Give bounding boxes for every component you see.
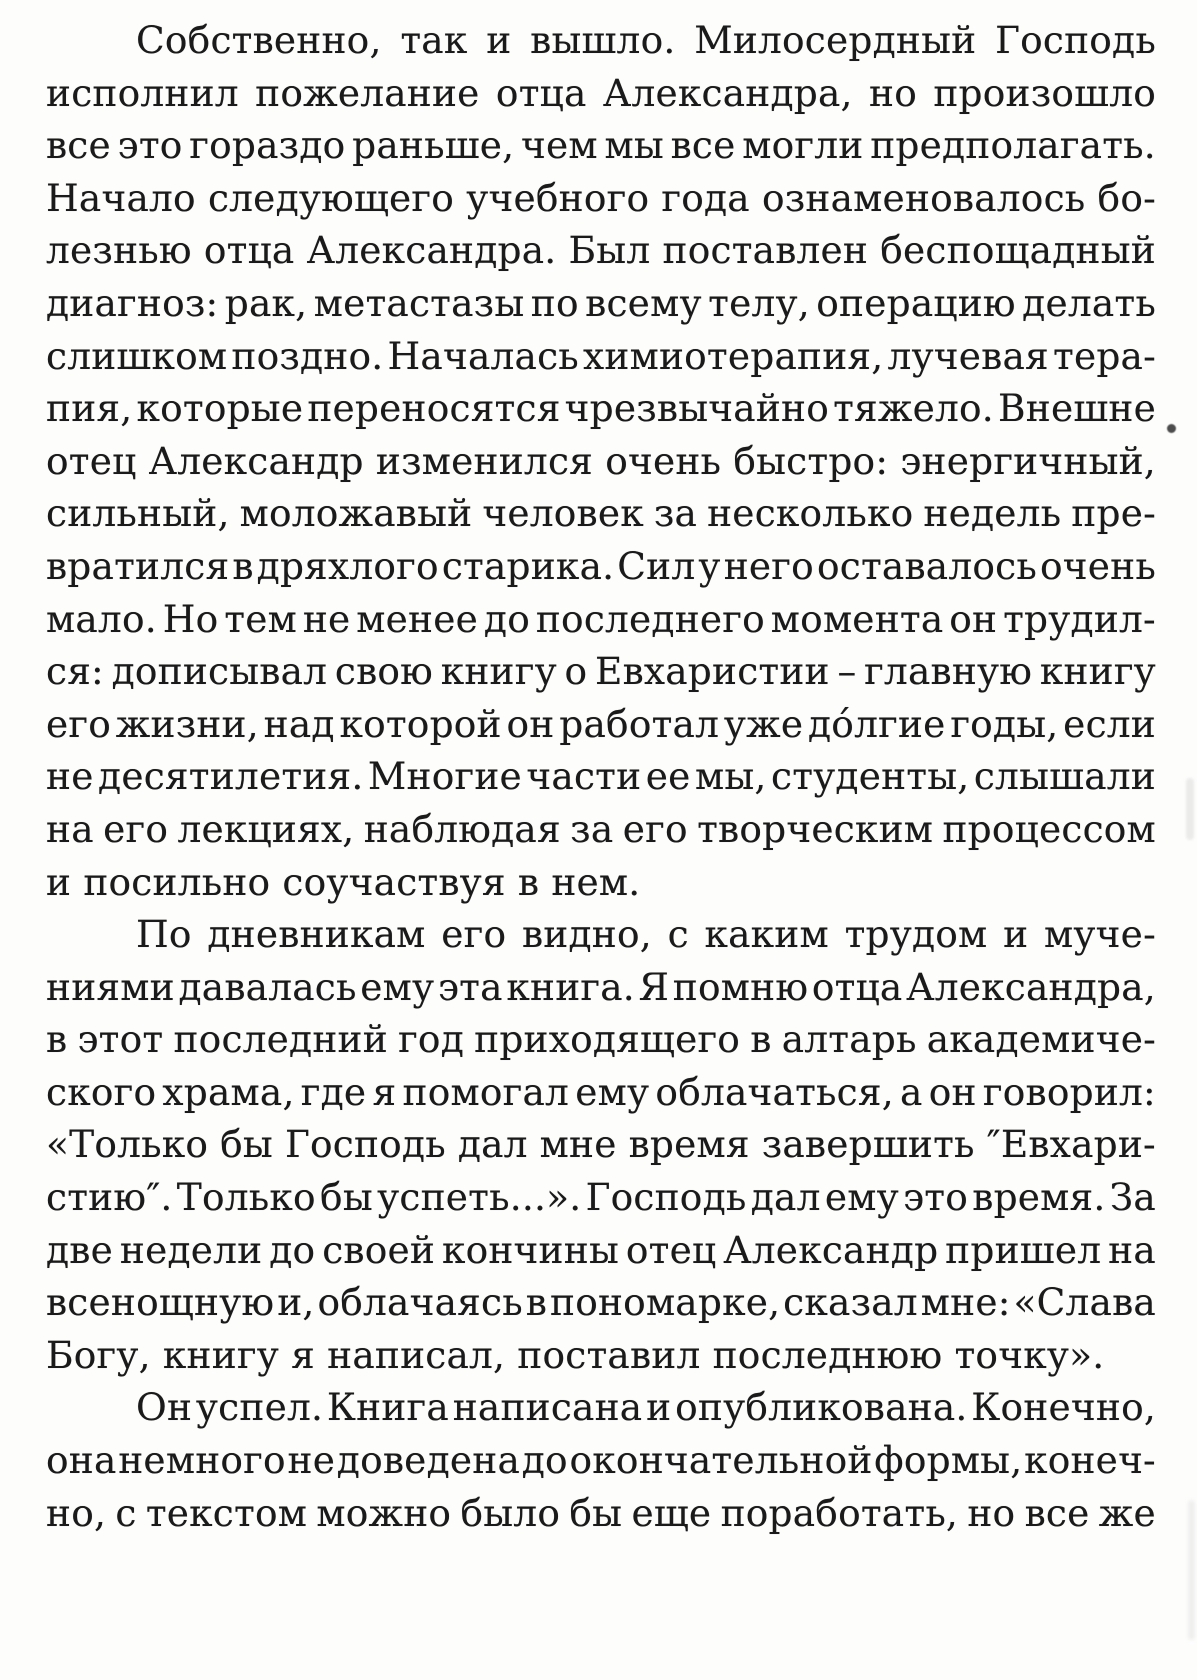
word: и bbox=[1003, 912, 1029, 957]
word: видно, bbox=[521, 912, 652, 957]
word: облачаться, bbox=[655, 1069, 894, 1114]
text-line bbox=[46, 1224, 1156, 1277]
word: отец bbox=[625, 1227, 717, 1272]
word: телу, bbox=[708, 280, 810, 325]
word: недель bbox=[923, 491, 1062, 536]
word: трудил- bbox=[1003, 596, 1156, 641]
text-line bbox=[46, 1276, 1156, 1329]
text-line bbox=[46, 698, 1156, 751]
word: еще bbox=[631, 1490, 712, 1535]
word: быстро: bbox=[733, 438, 889, 483]
word: ского bbox=[46, 1069, 157, 1114]
word: лекциях, bbox=[177, 806, 355, 851]
word: ему bbox=[575, 1069, 650, 1114]
text-line bbox=[46, 277, 1156, 330]
word: формы, bbox=[874, 1438, 1023, 1483]
text-line bbox=[46, 435, 1156, 488]
word: мало. bbox=[46, 596, 157, 641]
text-line bbox=[46, 1118, 1156, 1171]
word: ознаменовалось bbox=[762, 175, 1086, 220]
word: его bbox=[622, 806, 688, 851]
text-line bbox=[46, 224, 1156, 277]
word: несколько bbox=[707, 491, 914, 536]
word: пре- bbox=[1071, 491, 1156, 536]
word: чрезвычайно bbox=[564, 386, 829, 431]
word: вратился bbox=[46, 543, 230, 588]
word: не bbox=[302, 596, 351, 641]
word: Но bbox=[162, 596, 219, 641]
word: энергичный, bbox=[900, 438, 1156, 483]
word: за bbox=[570, 806, 614, 851]
word: Книга bbox=[326, 1385, 449, 1430]
word: все bbox=[1024, 1490, 1090, 1535]
word: с bbox=[115, 1490, 137, 1535]
word: работал bbox=[559, 701, 720, 746]
word: вышло. bbox=[530, 18, 676, 62]
word: Александр bbox=[148, 438, 364, 483]
word: приходящего bbox=[474, 1017, 741, 1062]
word: трудом bbox=[844, 912, 988, 957]
word: он bbox=[928, 1069, 977, 1114]
text-line bbox=[46, 1434, 1156, 1487]
word: же bbox=[1098, 1490, 1156, 1535]
word: ему bbox=[824, 1175, 899, 1220]
word: его bbox=[441, 912, 507, 957]
word: пия, bbox=[46, 386, 133, 431]
word: лучевая bbox=[887, 333, 1049, 378]
word: кончины bbox=[441, 1227, 619, 1272]
word: книга. bbox=[506, 964, 635, 1009]
word: алтарь bbox=[781, 1017, 917, 1062]
word: бы bbox=[320, 1175, 373, 1220]
word: Он bbox=[136, 1385, 193, 1430]
text-line bbox=[46, 645, 1156, 698]
word: это bbox=[117, 123, 183, 168]
page-text bbox=[46, 14, 1156, 1539]
word: Александра, bbox=[906, 964, 1156, 1009]
word: очень bbox=[1039, 543, 1156, 588]
word: уже bbox=[723, 701, 804, 746]
word: книгу bbox=[440, 649, 557, 694]
word: беспощадный bbox=[880, 228, 1156, 273]
text-line: Богу, книгу я написал, поставил последнюю точку». bbox=[46, 1332, 1105, 1377]
word: до bbox=[483, 596, 530, 641]
word: дневникам bbox=[207, 912, 426, 957]
text-line bbox=[46, 1487, 1156, 1540]
text-line bbox=[46, 1381, 1156, 1434]
word: него bbox=[723, 543, 814, 588]
word: Был bbox=[568, 228, 651, 273]
word: по bbox=[530, 280, 579, 325]
word: но bbox=[869, 70, 917, 115]
word: на bbox=[1108, 1227, 1156, 1272]
word: дописывал bbox=[111, 649, 328, 694]
word: Милосердный bbox=[694, 18, 977, 62]
word: над bbox=[263, 701, 335, 746]
word: сильный, bbox=[46, 491, 230, 536]
word: время. bbox=[972, 1175, 1106, 1220]
word: учебного bbox=[466, 175, 650, 220]
word: этот bbox=[77, 1017, 164, 1062]
word: академиче- bbox=[926, 1017, 1156, 1062]
word: произошло bbox=[933, 70, 1156, 115]
word: до bbox=[521, 1438, 568, 1483]
word: эта bbox=[437, 964, 503, 1009]
word: храма, bbox=[162, 1069, 295, 1114]
word: десятилетия. bbox=[98, 754, 364, 799]
word: всему bbox=[585, 280, 702, 325]
paragraph bbox=[46, 1381, 1156, 1539]
scan-smudge bbox=[1186, 778, 1194, 840]
word: раньше, bbox=[352, 123, 515, 168]
paragraph bbox=[46, 14, 1156, 908]
word: у bbox=[698, 543, 721, 588]
word: он bbox=[949, 596, 998, 641]
word: все bbox=[670, 123, 736, 168]
word: которые bbox=[136, 386, 304, 431]
word: если bbox=[1063, 701, 1156, 746]
word: части bbox=[526, 754, 642, 799]
word: наблюдая bbox=[363, 806, 561, 851]
text-line bbox=[46, 382, 1156, 435]
word: изменился bbox=[375, 438, 593, 483]
word: Господь bbox=[995, 18, 1156, 62]
word: Александр bbox=[723, 1227, 939, 1272]
text-line bbox=[46, 14, 1156, 67]
word: где bbox=[300, 1069, 367, 1114]
word: ″Евхари- bbox=[986, 1122, 1156, 1167]
word: но, bbox=[46, 1490, 107, 1535]
word: слышали bbox=[973, 754, 1156, 799]
word: он bbox=[506, 701, 555, 746]
word: за bbox=[653, 491, 698, 536]
word: Собственно, bbox=[136, 18, 382, 62]
word: которой bbox=[339, 701, 502, 746]
word: не bbox=[46, 754, 94, 799]
word: опубликована. bbox=[675, 1385, 968, 1430]
word: Господь bbox=[585, 1175, 747, 1220]
word: дряхлого bbox=[256, 543, 439, 588]
word: операцию bbox=[816, 280, 1016, 325]
word: дал bbox=[457, 1122, 528, 1167]
word: Александра, bbox=[602, 70, 853, 115]
word: процессом bbox=[942, 806, 1156, 851]
word: момента bbox=[770, 596, 944, 641]
text-line bbox=[46, 750, 1156, 803]
word: до́лгие bbox=[808, 701, 946, 746]
word: всенощную bbox=[46, 1280, 275, 1325]
word: и, bbox=[277, 1280, 315, 1325]
word: могли bbox=[742, 123, 864, 168]
text-line bbox=[46, 172, 1156, 225]
word: ся: bbox=[46, 649, 104, 694]
word: в bbox=[525, 1280, 548, 1325]
word: в bbox=[46, 1017, 68, 1062]
word: написана bbox=[452, 1385, 643, 1430]
text-line bbox=[46, 593, 1156, 646]
word: его bbox=[46, 701, 112, 746]
word: в bbox=[750, 1017, 772, 1062]
word: Александра. bbox=[306, 228, 557, 273]
word: последнего bbox=[535, 596, 765, 641]
word: бо- bbox=[1097, 175, 1156, 220]
word: текстом bbox=[145, 1490, 308, 1535]
word: пришел bbox=[945, 1227, 1102, 1272]
word: своей bbox=[322, 1227, 436, 1272]
word: Господь bbox=[284, 1122, 446, 1167]
word: говорил: bbox=[982, 1069, 1156, 1114]
text-line bbox=[46, 1013, 1156, 1066]
word: переносятся bbox=[307, 386, 561, 431]
word: можно bbox=[316, 1490, 452, 1535]
word: на bbox=[46, 806, 94, 851]
word: года bbox=[661, 175, 750, 220]
word: жизни, bbox=[115, 701, 259, 746]
word: тяжело. bbox=[833, 386, 994, 431]
word: За bbox=[1109, 1175, 1156, 1220]
word: главную bbox=[864, 649, 1033, 694]
word: я bbox=[372, 1069, 397, 1114]
word: гораздо bbox=[189, 123, 346, 168]
word: все bbox=[46, 123, 111, 168]
word: Началась bbox=[387, 333, 579, 378]
word: чем bbox=[521, 123, 598, 168]
text-line bbox=[46, 119, 1156, 172]
word: помню bbox=[672, 964, 809, 1009]
text-line bbox=[46, 908, 1156, 961]
word: – bbox=[837, 649, 857, 694]
word: делать bbox=[1022, 280, 1156, 325]
word: бы bbox=[220, 1122, 273, 1167]
word: ниями bbox=[46, 964, 175, 1009]
word: каким bbox=[704, 912, 829, 957]
text-line bbox=[46, 540, 1156, 593]
word: его bbox=[103, 806, 169, 851]
word: пономарке, bbox=[550, 1280, 781, 1325]
word: до bbox=[269, 1227, 316, 1272]
word: творческим bbox=[697, 806, 934, 851]
word: о bbox=[564, 649, 588, 694]
word: стию″. bbox=[46, 1175, 173, 1220]
word: так bbox=[400, 18, 468, 62]
word: она bbox=[46, 1438, 117, 1483]
scan-artifact-dot bbox=[1167, 424, 1176, 433]
word: дал bbox=[750, 1175, 821, 1220]
word: старика. bbox=[441, 543, 615, 588]
text-line bbox=[46, 67, 1156, 120]
text-line bbox=[46, 487, 1156, 540]
word: с bbox=[667, 912, 689, 957]
word: исполнил bbox=[46, 70, 239, 115]
word: диагноз: bbox=[46, 280, 219, 325]
word: Только bbox=[176, 1175, 316, 1220]
word: лезнью bbox=[46, 228, 192, 273]
word: мы bbox=[604, 123, 664, 168]
word: доведена bbox=[336, 1438, 521, 1483]
word: не bbox=[287, 1438, 336, 1483]
word: очень bbox=[605, 438, 722, 483]
word: конеч- bbox=[1024, 1438, 1156, 1483]
word: тера- bbox=[1053, 333, 1156, 378]
word: книгу bbox=[1039, 649, 1156, 694]
word: Начало bbox=[46, 175, 196, 220]
text-line bbox=[46, 961, 1156, 1014]
word: моложавый bbox=[239, 491, 473, 536]
word: успел. bbox=[195, 1385, 324, 1430]
word: мне bbox=[539, 1122, 617, 1167]
word: годы, bbox=[950, 701, 1059, 746]
word: успеть...». bbox=[377, 1175, 582, 1220]
word: время bbox=[628, 1122, 750, 1167]
word: отца bbox=[495, 70, 587, 115]
word: а bbox=[900, 1069, 923, 1114]
word: муче- bbox=[1044, 912, 1156, 957]
word: По bbox=[136, 912, 192, 957]
word: менее bbox=[356, 596, 479, 641]
word: ему bbox=[360, 964, 435, 1009]
word: и bbox=[486, 18, 512, 62]
word: поздно. bbox=[231, 333, 384, 378]
word: свою bbox=[334, 649, 434, 694]
word: две bbox=[46, 1227, 113, 1272]
word: давалась bbox=[178, 964, 357, 1009]
word: следующего bbox=[207, 175, 455, 220]
word: Евхаристии bbox=[595, 649, 830, 694]
paragraph bbox=[46, 908, 1156, 1381]
text-line bbox=[46, 1066, 1156, 1119]
scan-smudge bbox=[1188, 1500, 1195, 1640]
word: но bbox=[967, 1490, 1016, 1535]
word: пожелание bbox=[255, 70, 480, 115]
word: последний bbox=[173, 1017, 388, 1062]
word: поработать, bbox=[720, 1490, 959, 1535]
word: «Только bbox=[46, 1122, 209, 1167]
word: тем bbox=[224, 596, 297, 641]
word: метастазы bbox=[313, 280, 525, 325]
text-line bbox=[46, 1171, 1156, 1224]
word: Внешне bbox=[998, 386, 1156, 431]
text-line bbox=[46, 330, 1156, 383]
word: отца bbox=[203, 228, 295, 273]
word: немного bbox=[118, 1438, 286, 1483]
word: год bbox=[398, 1017, 464, 1062]
word: отец bbox=[46, 438, 137, 483]
word: человек bbox=[482, 491, 644, 536]
word: «Слава bbox=[1013, 1280, 1156, 1325]
word: Многие bbox=[367, 754, 522, 799]
word: мне: bbox=[920, 1280, 1011, 1325]
word: химиотерапия, bbox=[583, 333, 884, 378]
word: Конечно, bbox=[971, 1385, 1156, 1430]
word: мы, bbox=[695, 754, 767, 799]
word: и bbox=[646, 1385, 672, 1430]
word: облачаясь bbox=[317, 1280, 523, 1325]
word: это bbox=[903, 1175, 969, 1220]
word: завершить bbox=[761, 1122, 975, 1167]
text-line bbox=[46, 803, 1156, 856]
word: Сил bbox=[617, 543, 696, 588]
word: отца bbox=[811, 964, 903, 1009]
word: предполагать. bbox=[870, 123, 1156, 168]
word: оставалось bbox=[816, 543, 1037, 588]
word: рак, bbox=[224, 280, 308, 325]
word: ее bbox=[645, 754, 691, 799]
word: окончательной bbox=[569, 1438, 873, 1483]
word: поставлен bbox=[662, 228, 869, 273]
word: помогал bbox=[402, 1069, 570, 1114]
word: сказал bbox=[783, 1280, 918, 1325]
word: слишком bbox=[46, 333, 228, 378]
word: Я bbox=[638, 964, 670, 1009]
text-line: и посильно соучаствуя в нем. bbox=[46, 859, 641, 904]
word: было bbox=[460, 1490, 561, 1535]
word: недели bbox=[119, 1227, 263, 1272]
word: в bbox=[232, 543, 254, 588]
word: бы bbox=[569, 1490, 623, 1535]
word: студенты, bbox=[771, 754, 970, 799]
